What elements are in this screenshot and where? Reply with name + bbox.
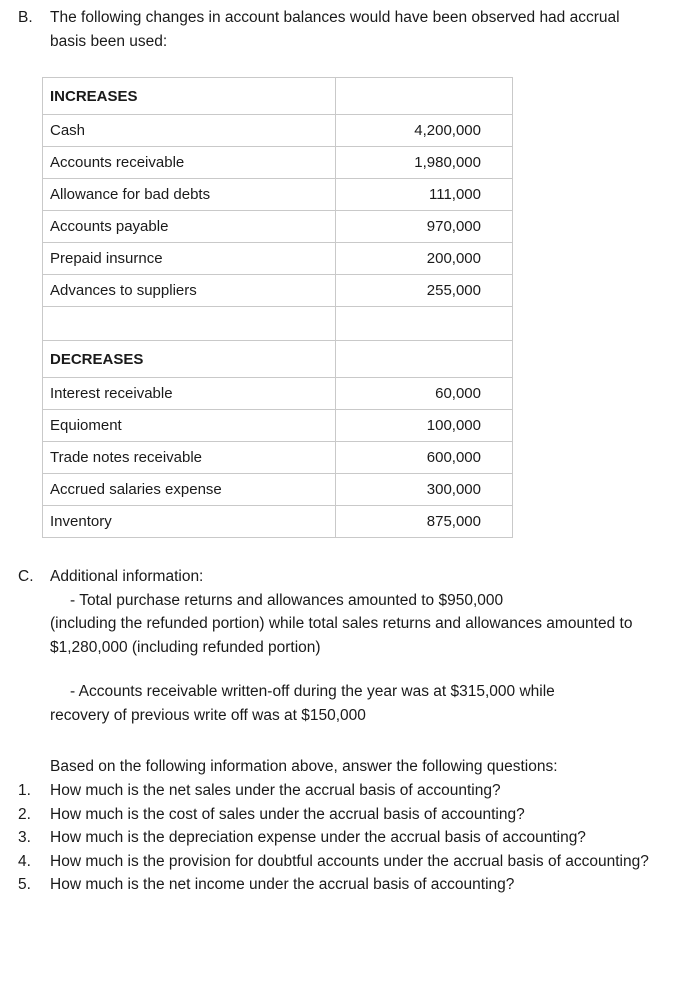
question-text: How much is the net sales under the accrual basis of accounting? [50,782,501,799]
question-marker: 4. [18,852,31,870]
table-row [43,474,513,506]
table-spacer-row [43,307,513,341]
section-b-text: The following changes in account balances would have been observed had accrual basis been used: [50,9,620,50]
table-cell-label: Inventory [43,506,336,538]
table-cell-label: Trade notes receivable [43,442,336,474]
table-cell-label: Prepaid insurnce [43,243,336,275]
table-cell-amount: 60,000 [336,378,513,410]
table-row [43,378,513,410]
table-cell-amount: 200,000 [336,243,513,275]
table-section-row [43,78,513,115]
section-c-heading: Additional information: [50,568,204,585]
question-marker: 2. [18,805,31,823]
question-text: How much is the cost of sales under the accrual basis of accounting? [50,805,525,823]
question-text: How much is the net income under the accrual basis of accounting? [50,876,515,893]
section-b [18,6,658,53]
table-cell-amount: 4,200,000 [336,115,513,147]
section-b-marker: B. [18,9,33,26]
table-cell-label: Cash [43,115,336,147]
table-row [43,179,513,211]
table-row [43,243,513,275]
table-cell-label: Equioment [43,410,336,442]
table-row [43,147,513,179]
table-cell-label: Accounts payable [43,211,336,243]
section-c [18,565,678,727]
table-cell-amount: 970,000 [336,211,513,243]
table-cell-amount: 600,000 [336,442,513,474]
section-c-para1-rest: (including the refunded portion) while total sales returns and allowances amounted to $1,280,000 (including refunded portion) [50,615,633,656]
table-cell-amount [336,78,513,115]
table-cell-amount: 300,000 [336,474,513,506]
question-item [18,850,678,874]
table-cell-amount: 875,000 [336,506,513,538]
questions-list [18,779,678,897]
table-cell-amount: 255,000 [336,275,513,307]
question-item [18,779,678,803]
section-c-body [50,565,660,727]
section-c-para2-line1: - Accounts receivable written-off during the year was at $315,000 while [70,683,555,700]
table-cell-amount [336,307,513,341]
table-cell-label: Allowance for bad debts [43,179,336,211]
table-body [43,78,513,538]
section-c-para1-line1: - Total purchase returns and allowances amounted to $950,000 [70,591,504,609]
question-marker: 3. [18,829,31,846]
question-text: How much is the depreciation expense under the accrual basis of accounting? [50,829,586,846]
table-cell-label: DECREASES [43,341,336,378]
question-marker: 1. [18,782,31,799]
table-cell-label: Interest receivable [43,378,336,410]
table-cell-label [43,307,336,341]
table-cell-label: Accrued salaries expense [43,474,336,506]
table-row [43,211,513,243]
table-section-row [43,341,513,378]
table-row [43,275,513,307]
table-cell-label: Advances to suppliers [43,275,336,307]
account-balances-table [42,77,513,538]
table-row [43,506,513,538]
table-cell-amount: 100,000 [336,410,513,442]
section-c-marker: C. [18,568,34,585]
questions-lead-in: Based on the following information above, answer the following questions: [50,758,558,775]
section-c-para2-rest: recovery of previous write off was at $150,000 [50,706,366,724]
table-row [43,115,513,147]
table-cell-amount [336,341,513,378]
question-marker: 5. [18,876,31,893]
table-cell-amount: 111,000 [336,179,513,211]
table-row [43,410,513,442]
question-item [18,826,678,850]
table-row [43,442,513,474]
table-cell-amount: 1,980,000 [336,147,513,179]
question-item [18,873,678,897]
question-text: How much is the provision for doubtful accounts under the accrual basis of accounting? [50,852,649,870]
table-cell-label: Accounts receivable [43,147,336,179]
table-cell-label: INCREASES [43,78,336,115]
question-item [18,803,678,827]
